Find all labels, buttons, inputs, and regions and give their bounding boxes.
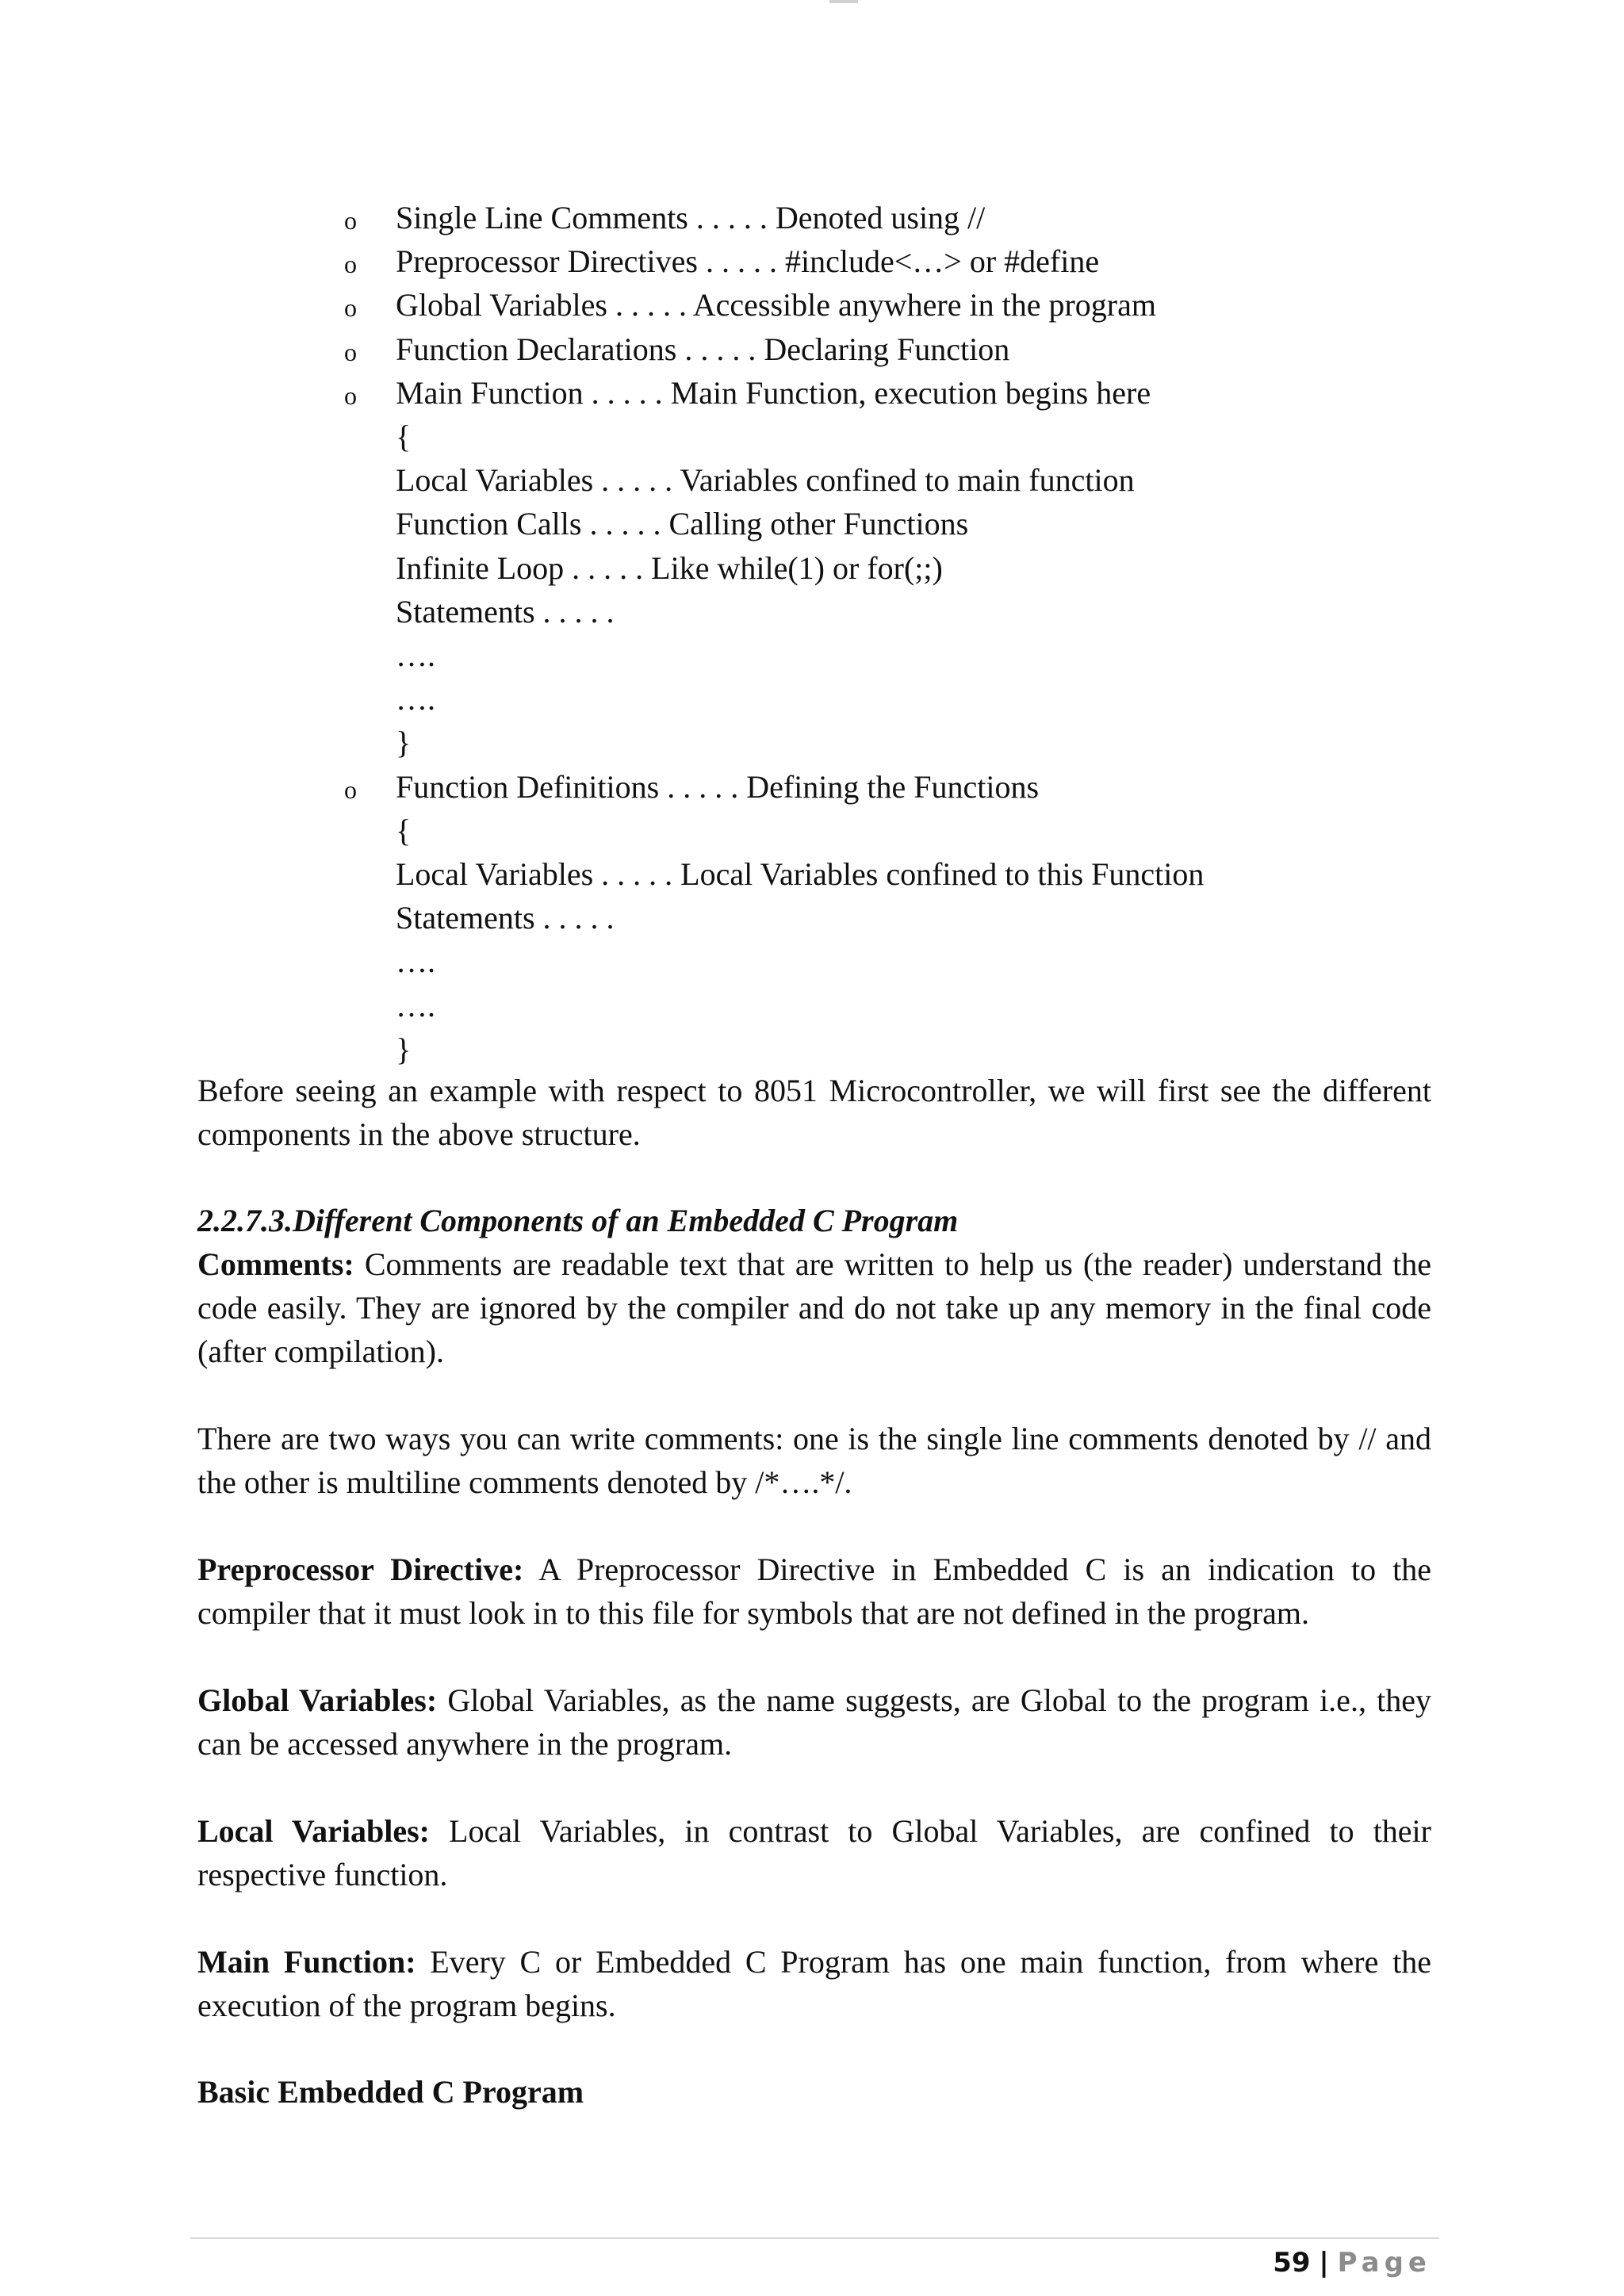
structure-line: } <box>396 725 412 761</box>
structure-line: Infinite Loop . . . . . Like while(1) or for(;;) <box>396 549 943 586</box>
page-label: Page <box>1337 2247 1431 2279</box>
definition-text: Comments are readable text that are written to help us (the reader) understand the code easily. They are ignored by the compiler and do not take up any memory in the final code (after compilation). <box>197 1246 1431 1369</box>
list-bullet: o <box>344 206 357 235</box>
structure-line: …. <box>396 987 435 1024</box>
page-footer <box>1273 2244 1431 2282</box>
list-bullet: o <box>344 337 357 366</box>
structure-line: Statements . . . . . <box>396 900 615 936</box>
definition-text: There are two ways you can write comments: one is the single line comments denoted by // and the other is multiline comments denoted by /*….*/. <box>197 1421 1431 1500</box>
structure-line: Local Variables . . . . . Variables confined to main function <box>396 462 1135 499</box>
list-bullet: o <box>344 250 357 279</box>
list-bullet: o <box>344 775 357 804</box>
intro-paragraph: Before seeing an example with respect to 8051 Microcontroller, we will first see the different components in the above structure. <box>197 1073 1431 1152</box>
definition-paragraph <box>197 1809 1431 1896</box>
definition-paragraph <box>197 1548 1431 1635</box>
structure-line: Global Variables . . . . . Accessible anywhere in the program <box>396 287 1156 323</box>
definition-paragraph <box>197 1417 1431 1504</box>
definition-paragraph <box>197 1242 1431 1373</box>
definition-text: A Preprocessor Directive in Embedded C is an indication to the compiler that it must look in to this file for symbols that are not defined in the program. <box>197 1552 1432 1631</box>
structure-line: Preprocessor Directives . . . . . #include<…> or #define <box>396 243 1100 280</box>
definition-term: Global Variables: <box>197 1682 438 1718</box>
list-bullet: o <box>344 293 357 323</box>
definition-term: Main Function: <box>197 1944 416 1980</box>
structure-line: { <box>396 812 412 848</box>
definition-text: Every C or Embedded C Program has one main function, from where the execution of the program begins. <box>197 1944 1431 2023</box>
section-heading: 2.2.7.3.Different Components of an Embedded C Program <box>197 1203 959 1238</box>
structure-line: …. <box>396 637 435 673</box>
footer-separator: | <box>1319 2247 1329 2279</box>
structure-line: } <box>396 1031 412 1067</box>
definition-term: Preprocessor Directive: <box>197 1552 524 1587</box>
subheading: Basic Embedded C Program <box>197 2074 584 2110</box>
structure-line: { <box>396 419 412 454</box>
definition-paragraph <box>197 1678 1431 1766</box>
structure-line: …. <box>396 681 435 718</box>
footer-rule <box>190 2237 1439 2239</box>
structure-line: Main Function . . . . . Main Function, execution begins here <box>396 374 1151 411</box>
structure-line: Function Declarations . . . . . Declaring Function <box>396 331 1010 367</box>
structure-line: …. <box>396 943 435 980</box>
list-bullet: o <box>344 381 357 410</box>
structure-line: Single Line Comments . . . . . Denoted using // <box>396 200 986 235</box>
structure-line: Local Variables . . . . . Local Variables confined to this Function <box>396 856 1205 892</box>
definition-term: Local Variables: <box>197 1813 430 1849</box>
definition-text: Local Variables, in contrast to Global Variables, are confined to their respective function. <box>197 1813 1431 1892</box>
definition-term: Comments: <box>197 1246 354 1282</box>
definition-text: Global Variables, as the name suggests, are Global to the program i.e., they can be accessed anywhere in the program. <box>197 1682 1432 1762</box>
structure-line: Function Calls . . . . . Calling other Functions <box>396 506 969 542</box>
definition-paragraph <box>197 1940 1431 2027</box>
top-scan-mark <box>829 0 858 3</box>
structure-line: Function Definitions . . . . . Defining the Functions <box>396 768 1040 805</box>
page-number: 59 <box>1273 2247 1311 2279</box>
structure-line: Statements . . . . . <box>396 593 615 629</box>
